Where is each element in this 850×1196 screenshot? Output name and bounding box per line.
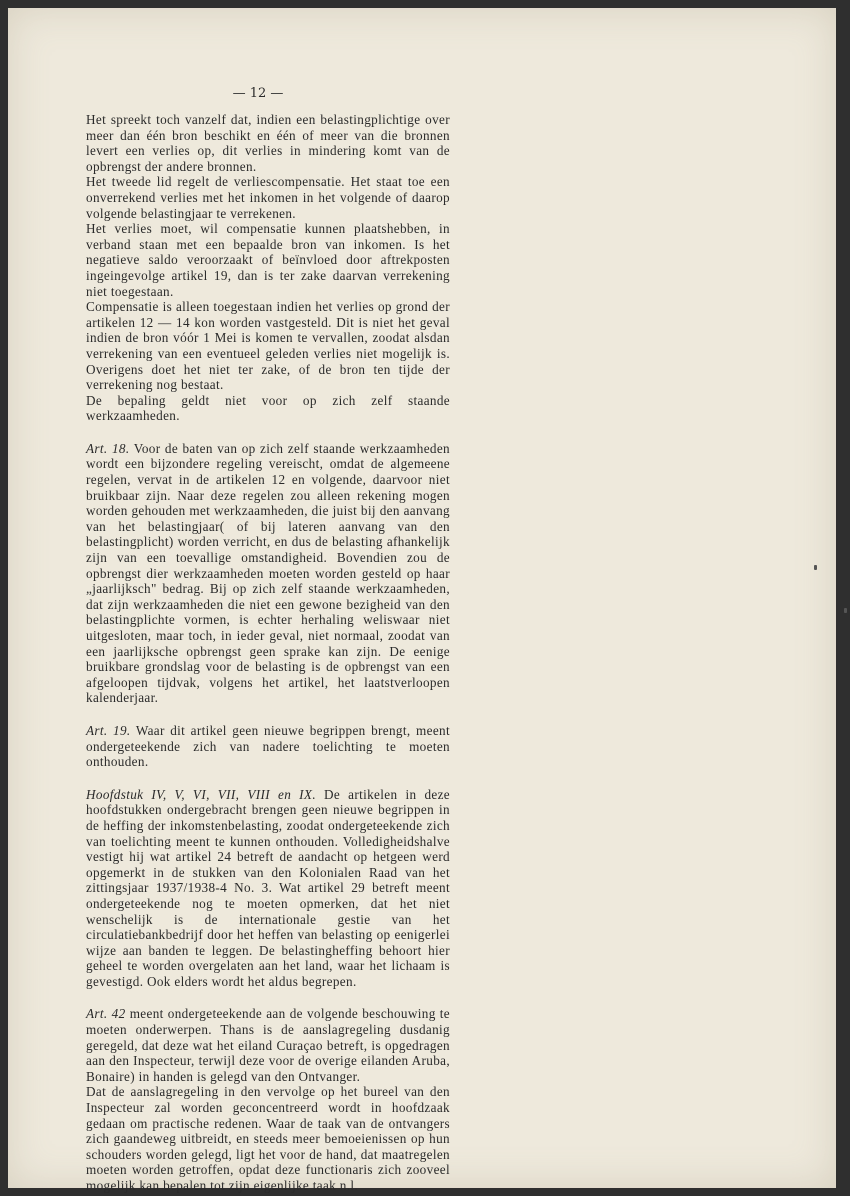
paragraph: Dat de aanslagregeling in den vervolge op het bureel van den Inspecteur zal worden geconcentreerd wordt in hoofdzaak gedaan om practische redenen. Waar de taak van de ontvangers zich gaandeweg uitbreidt, en steeds meer bemoeienissen op hun schouders worden gelegd, ligt het voor de hand, dat maatregelen moeten worden getroffen, opdat deze functionaris zich zooveel mogelijk kan bepalen tot zijn eigenlijke taak n.l. bbox=[86, 1084, 450, 1193]
chapters-paragraph bbox=[86, 787, 450, 990]
paragraph: Het tweede lid regelt de verliescompensatie. Het staat toe een onverrekend verlies met het inkomen in het volgende of daarop volgende belastingjaar te verrekenen. bbox=[86, 174, 450, 221]
article-text: meent ondergeteekende aan de volgende beschouwing te moeten onderwerpen. Thans is de aanslagregeling dusdanig geregeld, dat deze wat het eiland Curaçao betreft, is opgedragen aan den Inspecteur, terwijl deze voor de overige eilanden Aruba, Bonaire) in handen is gelegd van den Ontvanger. bbox=[86, 1006, 450, 1084]
paragraph: De bepaling geldt niet voor op zich zelf staande werkzaamheden. bbox=[86, 392, 450, 424]
paragraph: Compensatie is alleen toegestaan indien het verlies op grond der artikelen 12 — 14 kon worden vastgesteld. Dit is niet het geval indien de bron vóór 1 Mei is komen te vervallen, zoodat alsdan verrekening van een eventueel geleden verlies niet mogelijk is. Overigens doet het niet ter zake, of de bron ten tijde der verrekening nog bestaat. bbox=[86, 299, 450, 393]
article-19-paragraph bbox=[86, 723, 450, 770]
article-label: Art. 18. bbox=[86, 440, 130, 456]
paragraph: Het verlies moet, wil compensatie kunnen plaatshebben, in verband staan met een bepaalde bron van inkomen. Is het negatieve saldo veroorzaakt of beïnvloed door aftrekposten ingeingevolge artikel 19, dan is ter zake daarvan verrekening niet toegestaan. bbox=[86, 221, 450, 299]
chapter-label: Hoofdstuk IV, V, VI, VII, VIII en IX. bbox=[86, 786, 316, 802]
article-label: Art. 42 bbox=[86, 1006, 126, 1022]
article-text: Waar dit artikel geen nieuwe begrippen brengt, meent ondergeteekende zich van nadere toelichting te moeten onthouden. bbox=[86, 722, 450, 770]
chapter-text: De artikelen in deze hoofdstukken ondergebracht brengen geen nieuwe begrippen in de heffing der inkomstenbelasting, zoodat ondergeteekende zich van toelichting meent te kunnen onthouden. Volledigheidshalve vestigt hij wat artikel 24 betreft de aandacht op hetgeen werd opgemerkt in de stukken van den Kolonialen Raad van het zittingsjaar 1937/1938-4 No. 3. Wat artikel 29 betreft meent ondergeteekende nog te moeten opmerken, dat het niet wenschelijk is de internationale gestie van het circulatiebankbedrijf door het heffen van belasting op eenigerlei wijze aan banden te leggen. De belastingheffing behoort hier geheel te worden overgelaten aan het land, waar het lichaam is gevestigd. Ook elders wordt het aldus begrepen. bbox=[86, 786, 450, 989]
document-page bbox=[8, 8, 836, 1193]
article-label: Art. 19. bbox=[86, 722, 131, 738]
document-body bbox=[86, 112, 450, 1194]
article-42-paragraph bbox=[86, 1006, 450, 1084]
page-number: — 12 — bbox=[232, 86, 284, 101]
article-18-paragraph bbox=[86, 441, 450, 706]
paper-speck bbox=[814, 565, 817, 570]
article-text: Voor de baten van op zich zelf staande werkzaamheden wordt een bijzondere regeling vereischt, omdat de algemeene regelen, vervat in de artikelen 12 en volgende, daarvoor niet bruikbaar zijn. Naar deze regelen zou alleen rekening mogen worden gehouden met werkzaamheden, die juist bij den aanvang van het belastingjaar( of bij lateren aanvang van den belastingplicht) worden verricht, en dus de belasting afhankelijk zijn van een toevallige omstandigheid. Bovendien zou de opbrengst dier werkzaamheden moeten worden gesteld op haar „jaarlijksch" bedrag. Bij op zich zelf staande werkzaamheden, dat zijn werkzaamheden die niet een gewone bezigheid van den belastingplichte vormen, is echter herhaling weliswaar niet uitgesloten, maar toch, in ieder geval, niet normaal, zoodat van een jaarlijksche opbrengst geen sprake kan zijn. De eenige bruikbare grondslag voor de belasting is de opbrengst van een afgeloopen tijdvak, volgens het artikel, het laatstverloopen kalenderjaar. bbox=[86, 440, 450, 706]
paragraph: Het spreekt toch vanzelf dat, indien een belastingplichtige over meer dan één bron beschikt en één of meer van die bronnen levert een verlies op, dit verlies in mindering komt van de opbrengst der andere bronnen. bbox=[86, 112, 450, 174]
paper-speck bbox=[844, 608, 847, 613]
